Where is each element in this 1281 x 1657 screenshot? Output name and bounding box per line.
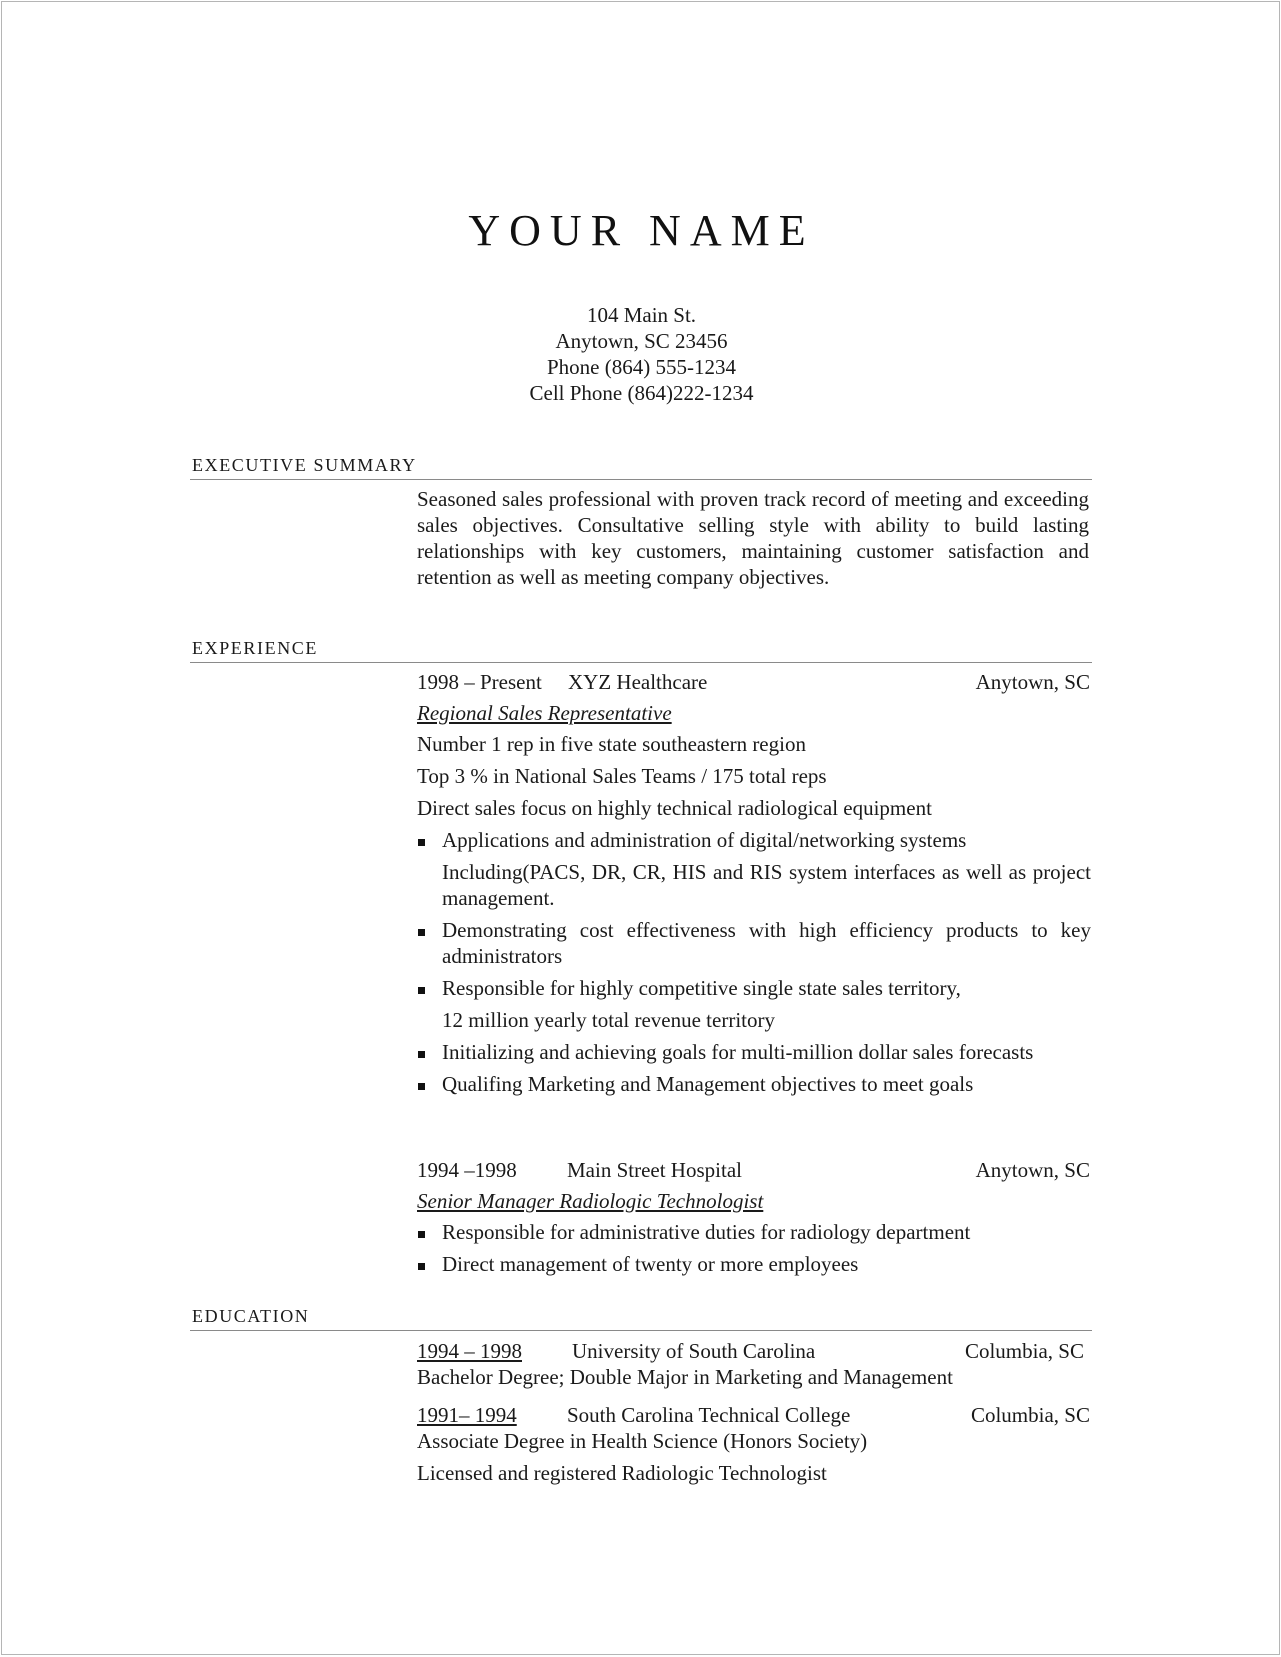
job2-bullet: Responsible for administrative duties for radiology department — [442, 1220, 971, 1244]
city-line: Anytown, SC 23456 — [555, 329, 728, 353]
license-line: Licensed and registered Radiologic Technologist — [417, 1461, 827, 1485]
job1-dates: 1998 – Present — [417, 670, 542, 694]
job2-bullet: Direct management of twenty or more employees — [442, 1252, 859, 1276]
bullet-icon — [418, 839, 425, 846]
section-title-education: EDUCATION — [192, 1306, 310, 1326]
job1-bullet: Applications and administration of digital/networking systems — [442, 828, 967, 852]
bullet-icon — [418, 929, 425, 936]
job2-role: Senior Manager Radiologic Technologist — [417, 1189, 764, 1213]
job1-location: Anytown, SC — [975, 670, 1090, 694]
section-title-experience: EXPERIENCE — [192, 638, 318, 658]
bullet-icon — [418, 1263, 425, 1270]
job2-company: Main Street Hospital — [567, 1158, 742, 1182]
section-title-summary: EXECUTIVE SUMMARY — [192, 455, 417, 475]
job1-line: Top 3 % in National Sales Teams / 175 total reps — [417, 764, 827, 788]
job1-role: Regional Sales Representative — [417, 701, 672, 725]
bullet-icon — [418, 987, 425, 994]
section-divider — [190, 662, 1092, 663]
summary-text: Seasoned sales professional with proven track record of meeting and exceeding sales objectives. Consultative selling style with ability to build lasting relationships with key customers, maintaining customer satisfaction and retention as well as meeting company objectives. — [417, 487, 1089, 589]
job2-location: Anytown, SC — [975, 1158, 1090, 1182]
bullet-icon — [418, 1083, 425, 1090]
job1-bullet-continuation: 12 million yearly total revenue territory — [442, 1008, 775, 1032]
section-divider — [190, 1330, 1092, 1331]
school2-header-line — [417, 1402, 866, 1428]
bullet-icon — [418, 1051, 425, 1058]
school2-name: South Carolina Technical College — [567, 1403, 851, 1427]
job1-company: XYZ Healthcare — [568, 670, 708, 694]
school1-name: University of South Carolina — [572, 1339, 816, 1363]
resume-page — [1, 1, 1280, 1655]
phone-line: Phone (864) 555-1234 — [547, 355, 736, 379]
school1-dates: 1994 – 1998 — [417, 1339, 522, 1363]
job1-bullet: Responsible for highly competitive single state sales territory, — [442, 976, 961, 1000]
bullet-icon — [418, 1231, 425, 1238]
school1-header-line — [417, 1338, 840, 1364]
resume-name: YOUR NAME — [468, 206, 815, 255]
job1-bullet-continuation: Including(PACS, DR, CR, HIS and RIS system interfaces as well as project management. — [442, 860, 1091, 910]
job1-bullet: Demonstrating cost effectiveness with high efficiency products to key administrators — [442, 918, 1091, 968]
school1-location: Columbia, SC — [964, 1339, 1084, 1363]
job2-dates: 1994 –1998 — [417, 1158, 517, 1182]
job1-line: Direct sales focus on highly technical radiological equipment — [417, 796, 932, 820]
school2-dates: 1991– 1994 — [417, 1403, 517, 1427]
school2-location: Columbia, SC — [970, 1403, 1090, 1427]
section-divider — [190, 479, 1092, 480]
school1-degree: Bachelor Degree; Double Major in Marketing and Management — [417, 1365, 953, 1389]
school2-degree: Associate Degree in Health Science (Honors Society) — [417, 1429, 868, 1453]
address-line: 104 Main St. — [586, 303, 697, 327]
cell-phone-line: Cell Phone (864)222-1234 — [529, 381, 754, 405]
job1-bullet: Qualifing Marketing and Management objectives to meet goals — [442, 1072, 974, 1096]
job1-line: Number 1 rep in five state southeastern region — [417, 732, 806, 756]
job1-bullet: Initializing and achieving goals for multi-million dollar sales forecasts — [442, 1040, 1034, 1064]
